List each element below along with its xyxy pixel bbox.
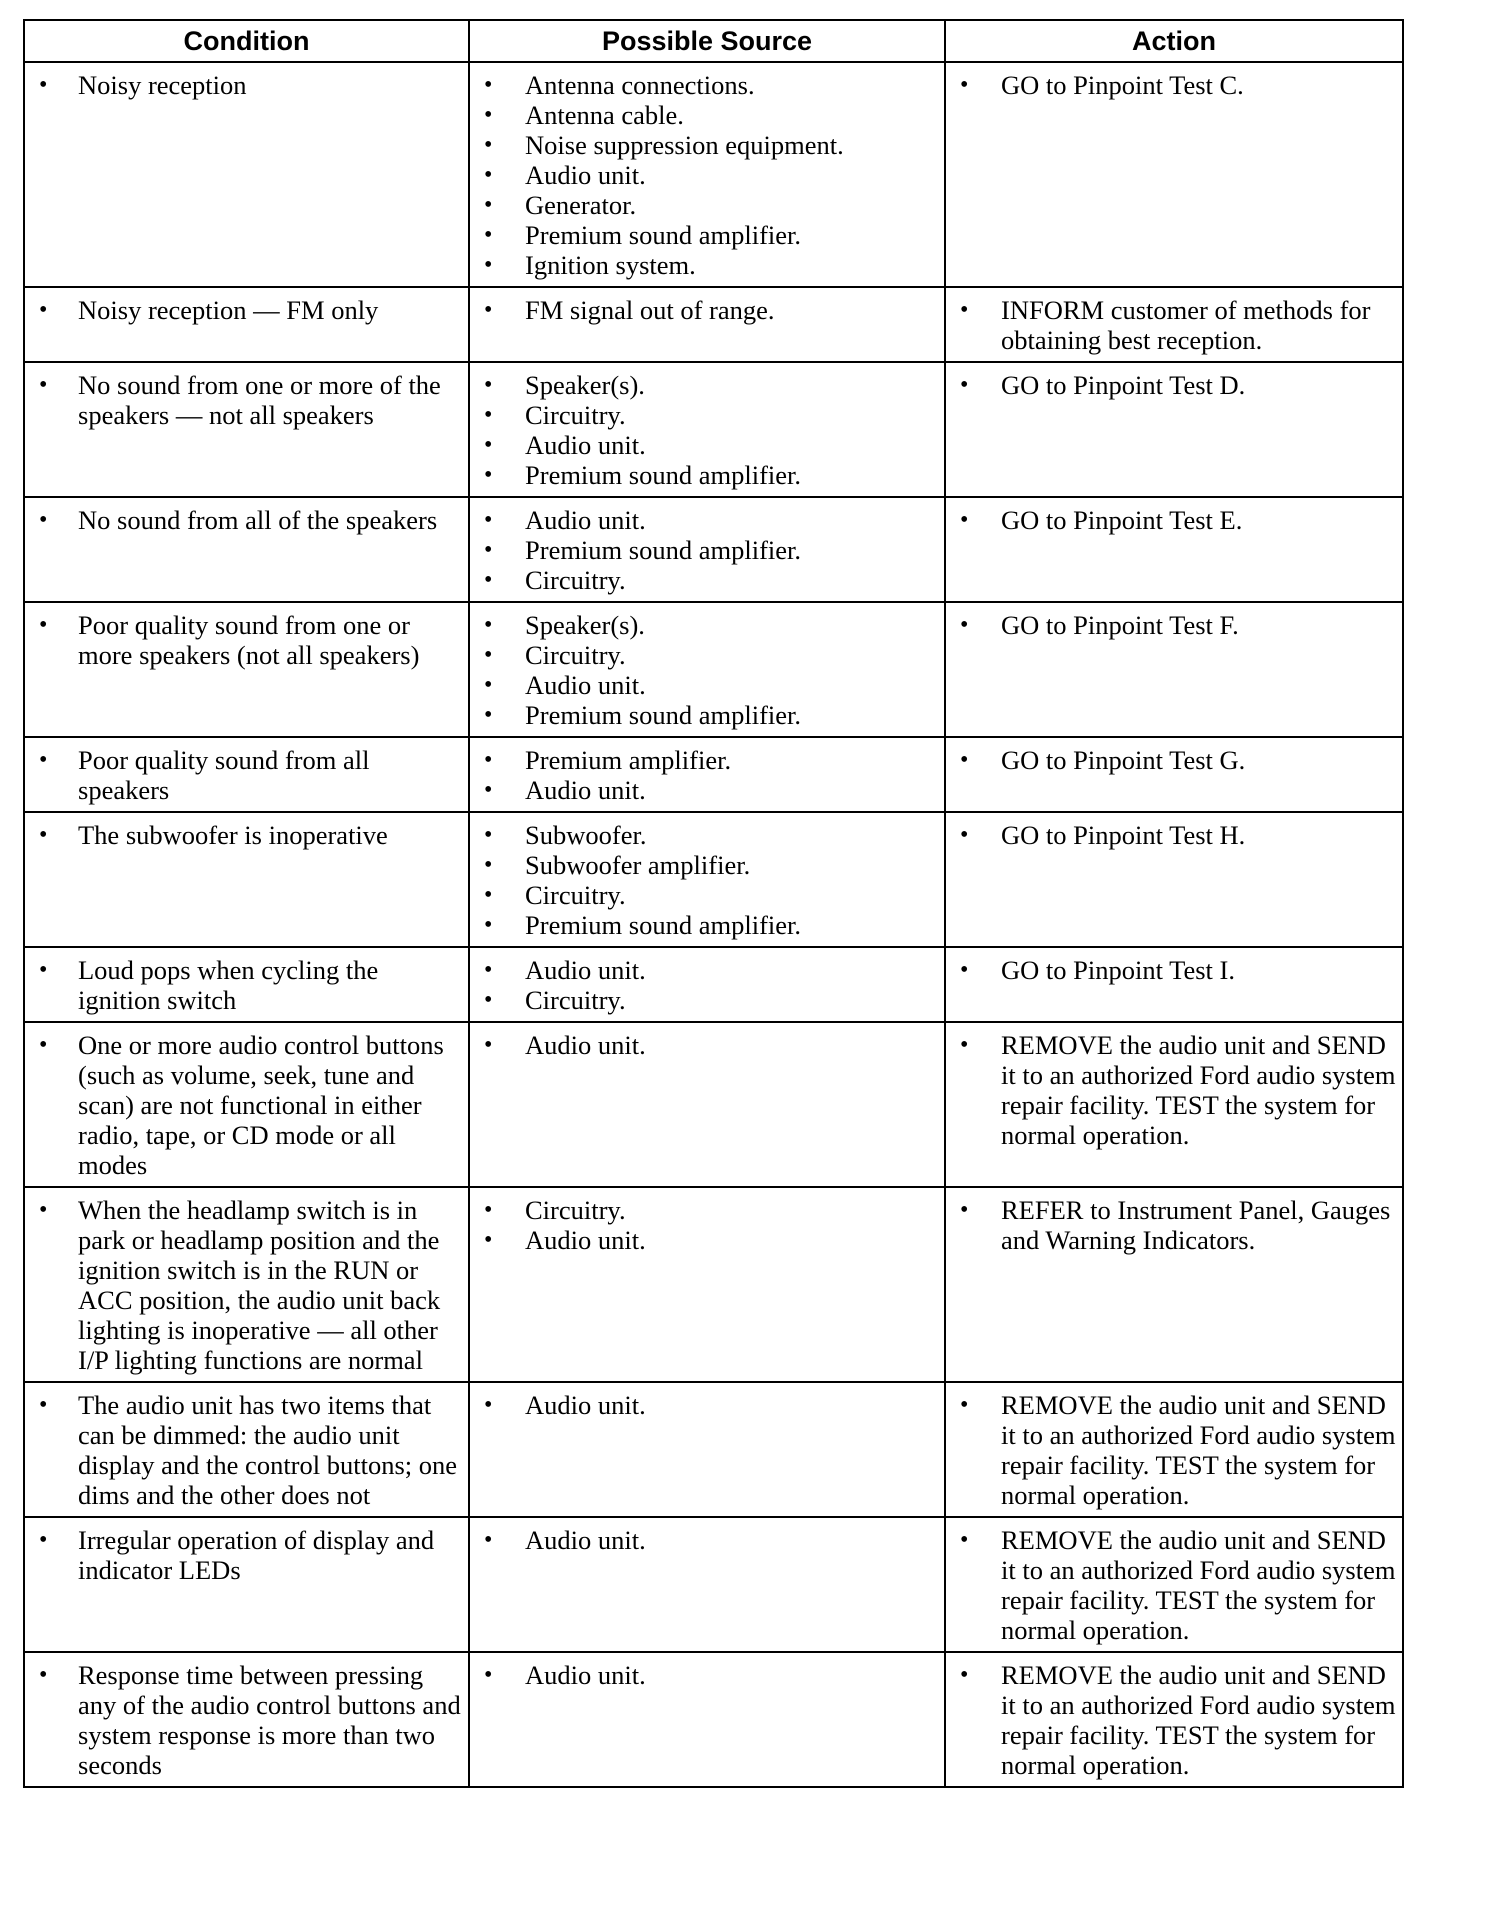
table-body xyxy=(24,62,1403,1787)
possible-source-cell xyxy=(469,947,945,1022)
source-item: • Speaker(s). xyxy=(480,610,938,640)
action-cell xyxy=(945,497,1403,602)
condition-cell xyxy=(24,1187,469,1382)
condition-cell xyxy=(24,737,469,812)
action-cell xyxy=(945,287,1403,362)
condition-list xyxy=(35,1195,462,1375)
condition-cell xyxy=(24,287,469,362)
source-list xyxy=(480,505,938,595)
source-item: • Circuitry. xyxy=(480,985,938,1015)
condition-text: • Loud pops when cycling the ignition switch xyxy=(35,955,462,1015)
action-cell xyxy=(945,362,1403,497)
condition-list xyxy=(35,1390,462,1510)
action-text: • REMOVE the audio unit and SEND it to an authorized Ford audio system repair facility. TEST the system for normal operation. xyxy=(956,1030,1396,1150)
condition-list xyxy=(35,1660,462,1780)
condition-text: • Irregular operation of display and indicator LEDs xyxy=(35,1525,462,1585)
source-item: • Generator. xyxy=(480,190,938,220)
table-row xyxy=(24,947,1403,1022)
condition-header: Condition xyxy=(24,20,469,62)
action-text: • GO to Pinpoint Test I. xyxy=(956,955,1396,985)
source-item: • Circuitry. xyxy=(480,880,938,910)
symptom-chart-table xyxy=(23,19,1404,1788)
condition-text: • Poor quality sound from one or more speakers (not all speakers) xyxy=(35,610,462,670)
condition-text: • Noisy reception — FM only xyxy=(35,295,462,325)
condition-cell xyxy=(24,1022,469,1187)
possible-source-cell xyxy=(469,62,945,287)
condition-cell xyxy=(24,947,469,1022)
action-text: • GO to Pinpoint Test H. xyxy=(956,820,1396,850)
source-item: • Audio unit. xyxy=(480,1660,938,1690)
table-row xyxy=(24,602,1403,737)
condition-text: • Poor quality sound from all speakers xyxy=(35,745,462,805)
action-text: • REMOVE the audio unit and SEND it to an authorized Ford audio system repair facility. TEST the system for normal operation. xyxy=(956,1660,1396,1780)
source-item: • Antenna connections. xyxy=(480,70,938,100)
possible-source-cell xyxy=(469,737,945,812)
condition-text: • The subwoofer is inoperative xyxy=(35,820,462,850)
possible-source-cell xyxy=(469,497,945,602)
action-text: • GO to Pinpoint Test C. xyxy=(956,70,1396,100)
action-list xyxy=(956,745,1396,775)
condition-text: • When the headlamp switch is in park or headlamp position and the ignition switch is in the RUN or ACC position, the audio unit back lighting is inoperative — all other I/P lighting functions are normal xyxy=(35,1195,462,1375)
action-header: Action xyxy=(945,20,1403,62)
table-row xyxy=(24,362,1403,497)
action-list xyxy=(956,1195,1396,1255)
table-row xyxy=(24,62,1403,287)
condition-cell xyxy=(24,1517,469,1652)
possible-source-cell xyxy=(469,1652,945,1787)
possible-source-cell xyxy=(469,602,945,737)
source-item: • Circuitry. xyxy=(480,640,938,670)
source-item: • Premium sound amplifier. xyxy=(480,460,938,490)
source-item: • Audio unit. xyxy=(480,1525,938,1555)
possible-source-header: Possible Source xyxy=(469,20,945,62)
condition-text: • One or more audio control buttons (such as volume, seek, tune and scan) are not functional in either radio, tape, or CD mode or all modes xyxy=(35,1030,462,1180)
possible-source-cell xyxy=(469,1022,945,1187)
condition-text: • Noisy reception xyxy=(35,70,462,100)
source-item: • Audio unit. xyxy=(480,505,938,535)
condition-list xyxy=(35,955,462,1015)
table-row xyxy=(24,737,1403,812)
source-item: • Premium sound amplifier. xyxy=(480,910,938,940)
action-list xyxy=(956,505,1396,535)
condition-list xyxy=(35,820,462,850)
possible-source-cell xyxy=(469,1382,945,1517)
action-cell xyxy=(945,1652,1403,1787)
condition-cell xyxy=(24,497,469,602)
action-cell xyxy=(945,812,1403,947)
action-list xyxy=(956,610,1396,640)
source-item: • Audio unit. xyxy=(480,955,938,985)
condition-cell xyxy=(24,1382,469,1517)
source-item: • Premium sound amplifier. xyxy=(480,220,938,250)
action-list xyxy=(956,370,1396,400)
condition-list xyxy=(35,505,462,535)
table-row xyxy=(24,1652,1403,1787)
possible-source-cell xyxy=(469,812,945,947)
source-item: • Audio unit. xyxy=(480,775,938,805)
action-list xyxy=(956,1660,1396,1780)
source-list xyxy=(480,1390,938,1420)
source-item: • Audio unit. xyxy=(480,1390,938,1420)
condition-text: • No sound from one or more of the speakers — not all speakers xyxy=(35,370,462,430)
action-text: • GO to Pinpoint Test E. xyxy=(956,505,1396,535)
action-list xyxy=(956,955,1396,985)
condition-cell xyxy=(24,602,469,737)
action-list xyxy=(956,820,1396,850)
source-item: • Speaker(s). xyxy=(480,370,938,400)
source-item: • Ignition system. xyxy=(480,250,938,280)
source-list xyxy=(480,1660,938,1690)
source-list xyxy=(480,820,938,940)
source-list xyxy=(480,1030,938,1060)
source-list xyxy=(480,370,938,490)
action-text: • INFORM customer of methods for obtaining best reception. xyxy=(956,295,1396,355)
condition-list xyxy=(35,70,462,100)
condition-text: • The audio unit has two items that can be dimmed: the audio unit display and the control buttons; one dims and the other does not xyxy=(35,1390,462,1510)
source-item: • FM signal out of range. xyxy=(480,295,938,325)
source-item: • Circuitry. xyxy=(480,565,938,595)
action-text: • REMOVE the audio unit and SEND it to an authorized Ford audio system repair facility. TEST the system for normal operation. xyxy=(956,1390,1396,1510)
table-row xyxy=(24,1022,1403,1187)
condition-list xyxy=(35,610,462,670)
condition-list xyxy=(35,370,462,430)
table-row xyxy=(24,1187,1403,1382)
source-item: • Premium sound amplifier. xyxy=(480,700,938,730)
possible-source-cell xyxy=(469,362,945,497)
source-item: • Premium sound amplifier. xyxy=(480,535,938,565)
condition-text: • Response time between pressing any of the audio control buttons and system response is more than two seconds xyxy=(35,1660,462,1780)
source-item: • Antenna cable. xyxy=(480,100,938,130)
table-row xyxy=(24,812,1403,947)
action-list xyxy=(956,1525,1396,1645)
table-row xyxy=(24,497,1403,602)
action-cell xyxy=(945,1187,1403,1382)
source-item: • Circuitry. xyxy=(480,400,938,430)
condition-list xyxy=(35,295,462,325)
table-row xyxy=(24,1382,1403,1517)
action-list xyxy=(956,1030,1396,1150)
action-text: • GO to Pinpoint Test F. xyxy=(956,610,1396,640)
source-list xyxy=(480,295,938,325)
source-list xyxy=(480,955,938,1015)
table-row xyxy=(24,287,1403,362)
action-text: • GO to Pinpoint Test G. xyxy=(956,745,1396,775)
action-cell xyxy=(945,737,1403,812)
possible-source-cell xyxy=(469,287,945,362)
source-list xyxy=(480,1525,938,1555)
source-list xyxy=(480,70,938,280)
condition-cell xyxy=(24,362,469,497)
action-text: • REMOVE the audio unit and SEND it to an authorized Ford audio system repair facility. TEST the system for normal operation. xyxy=(956,1525,1396,1645)
action-list xyxy=(956,1390,1396,1510)
source-item: • Subwoofer. xyxy=(480,820,938,850)
action-list xyxy=(956,70,1396,100)
action-cell xyxy=(945,62,1403,287)
action-cell xyxy=(945,1517,1403,1652)
source-item: • Audio unit. xyxy=(480,1225,938,1255)
condition-cell xyxy=(24,1652,469,1787)
source-list xyxy=(480,610,938,730)
condition-cell xyxy=(24,62,469,287)
source-item: • Audio unit. xyxy=(480,160,938,190)
source-list xyxy=(480,1195,938,1255)
action-text: • REFER to Instrument Panel, Gauges and Warning Indicators. xyxy=(956,1195,1396,1255)
condition-list xyxy=(35,745,462,805)
table-row xyxy=(24,1517,1403,1652)
action-cell xyxy=(945,947,1403,1022)
source-item: • Circuitry. xyxy=(480,1195,938,1225)
source-item: • Noise suppression equipment. xyxy=(480,130,938,160)
condition-cell xyxy=(24,812,469,947)
action-text: • GO to Pinpoint Test D. xyxy=(956,370,1396,400)
header-row xyxy=(24,20,1403,62)
source-item: • Audio unit. xyxy=(480,1030,938,1060)
source-item: • Subwoofer amplifier. xyxy=(480,850,938,880)
condition-text: • No sound from all of the speakers xyxy=(35,505,462,535)
possible-source-cell xyxy=(469,1187,945,1382)
source-list xyxy=(480,745,938,805)
source-item: • Audio unit. xyxy=(480,670,938,700)
action-cell xyxy=(945,602,1403,737)
action-list xyxy=(956,295,1396,355)
action-cell xyxy=(945,1022,1403,1187)
condition-list xyxy=(35,1030,462,1180)
possible-source-cell xyxy=(469,1517,945,1652)
source-item: • Premium amplifier. xyxy=(480,745,938,775)
action-cell xyxy=(945,1382,1403,1517)
source-item: • Audio unit. xyxy=(480,430,938,460)
condition-list xyxy=(35,1525,462,1585)
